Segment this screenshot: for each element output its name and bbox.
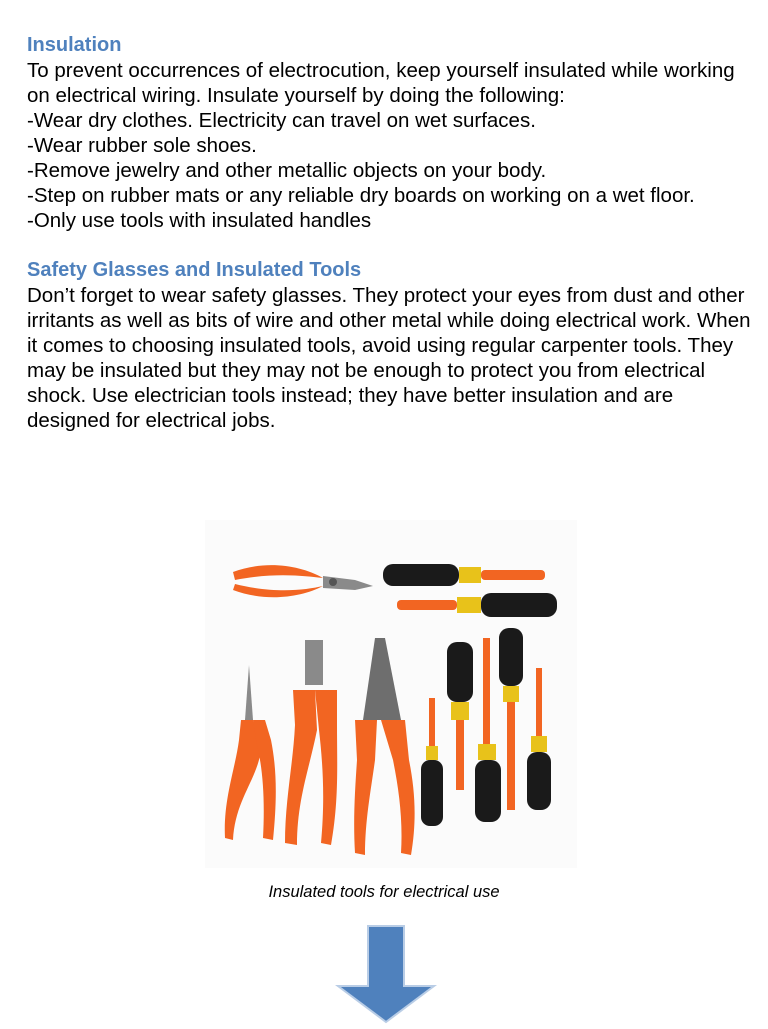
- insulation-heading: Insulation: [27, 34, 122, 56]
- wire-strippers: [354, 638, 414, 855]
- document-page: [27, 33, 752, 433]
- insulation-intro: To prevent occurrences of electrocution, keep yourself insulated while working on electrical wiring. Insulate yourself by doing the following:: [27, 59, 735, 107]
- insulation-item: -Wear rubber sole shoes.: [27, 134, 257, 157]
- insulation-item: -Only use tools with insulated handles: [27, 209, 372, 232]
- insulation-section: [27, 33, 752, 233]
- screwdriver-vertical-2: [447, 642, 473, 790]
- figure-caption: Insulated tools for electrical use: [268, 883, 500, 901]
- insulation-item: -Step on rubber mats or any reliable dry boards on working on a wet floor.: [27, 184, 695, 207]
- safety-body: Don’t forget to wear safety glasses. They protect your eyes from dust and other irritants as well as bits of wire and other metal while doing electrical work. When it comes to choosing insulated tools, avoid using regular carpenter tools. They may be insulated but they may not be enough to protect you from electrical shock. Use electrician tools instead; they have better insulation and are designed for electrical jobs.: [27, 284, 751, 432]
- insulated-tools-illustration: [205, 520, 577, 868]
- linesman-pliers: [285, 640, 337, 845]
- screwdriver-vertical-5: [527, 668, 551, 810]
- screwdriver-vertical-1: [421, 698, 443, 826]
- insulated-tools-image: [205, 520, 577, 868]
- needle-nose-pliers: [225, 665, 276, 840]
- screwdriver-horizontal-top: [383, 564, 545, 586]
- down-arrow-icon: [334, 924, 438, 1024]
- screwdriver-vertical-3: [475, 638, 501, 822]
- screwdriver-horizontal-bottom: [397, 593, 557, 617]
- safety-heading: Safety Glasses and Insulated Tools: [27, 259, 362, 281]
- safety-section: [27, 258, 752, 433]
- screwdriver-vertical-4: [499, 628, 523, 810]
- diagonal-cutters-horizontal: [233, 565, 373, 597]
- insulation-item: -Remove jewelry and other metallic objects on your body.: [27, 159, 547, 182]
- insulation-item: -Wear dry clothes. Electricity can travel on wet surfaces.: [27, 109, 536, 132]
